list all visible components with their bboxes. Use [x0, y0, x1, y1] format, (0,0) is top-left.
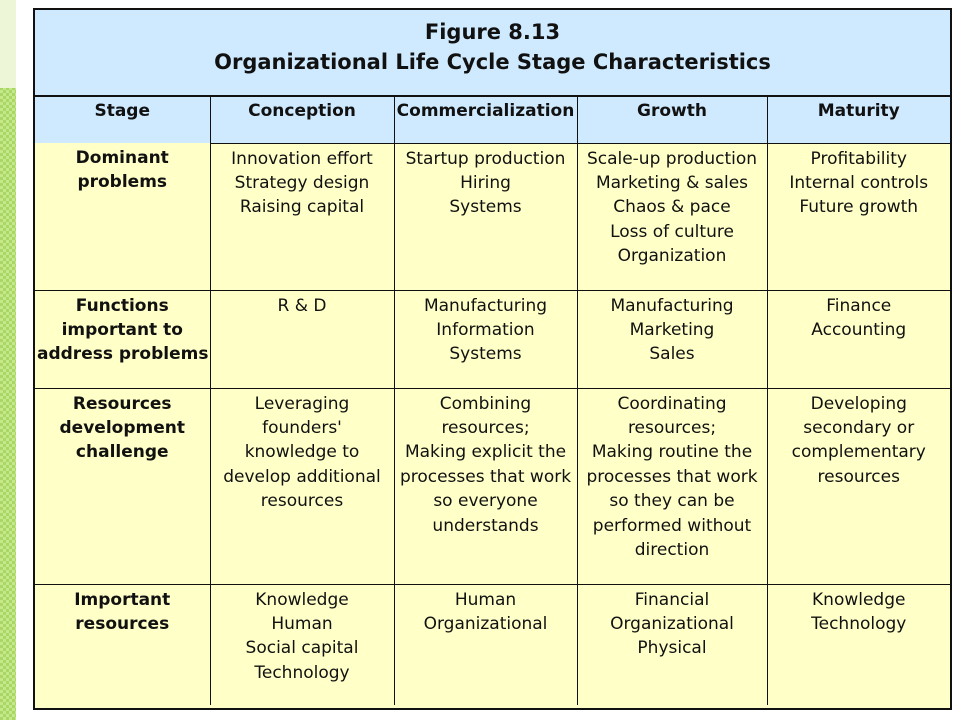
- row-header-line: challenge: [75, 442, 169, 463]
- row-header-line: resources: [75, 613, 170, 634]
- table-header-row: [35, 97, 950, 143]
- cell-line: founders': [262, 417, 342, 438]
- table-cell-growth: [577, 143, 767, 290]
- cell-line: Financial: [634, 589, 710, 610]
- row-header: [35, 584, 210, 705]
- cell-line: so they can be: [609, 491, 735, 512]
- cell-line: Knowledge: [812, 589, 906, 610]
- decorative-left-border: [0, 0, 16, 720]
- column-header-commercialization: Commercialization: [394, 97, 577, 143]
- row-header: [35, 388, 210, 584]
- cell-line: Raising capital: [239, 197, 365, 218]
- cell-line: Developing: [810, 393, 907, 414]
- cell-line: resources;: [441, 417, 530, 438]
- table-cell-growth: [577, 584, 767, 705]
- cell-line: understands: [432, 515, 539, 536]
- cell-line: develop additional: [223, 466, 381, 487]
- cell-line: Hiring: [460, 172, 511, 193]
- cell-line: Making routine the: [591, 442, 753, 463]
- cell-line: R & D: [277, 295, 327, 316]
- cell-line: Technology: [254, 662, 350, 683]
- cell-line: Organizational: [610, 613, 734, 634]
- table-row-functions: [35, 290, 950, 388]
- cell-line: Manufacturing: [423, 295, 548, 316]
- row-header-line: Important: [74, 589, 171, 610]
- table-row-dominant-problems: [35, 143, 950, 290]
- row-header: [35, 290, 210, 388]
- table-cell-growth: [577, 388, 767, 584]
- cell-line: Human: [454, 589, 517, 610]
- cell-line: Innovation effort: [231, 148, 373, 169]
- table-cell-conception: [210, 290, 394, 388]
- cell-line: performed without: [592, 515, 752, 536]
- cell-line: Startup production: [405, 148, 566, 169]
- row-header-line: important to: [61, 319, 183, 340]
- cell-line: resources: [260, 491, 344, 512]
- column-header-stage: Stage: [35, 97, 210, 143]
- cell-line: resources;: [627, 417, 717, 438]
- cell-line: Physical: [637, 638, 707, 659]
- cell-line: knowledge to: [244, 442, 360, 463]
- row-header-line: Functions: [75, 295, 169, 316]
- cell-line: direction: [634, 539, 710, 560]
- decorative-left-border-cap: [0, 0, 16, 88]
- row-header-line: address problems: [37, 344, 209, 365]
- cell-line: Sales: [649, 344, 695, 365]
- cell-line: complementary: [791, 442, 926, 463]
- row-header: [35, 143, 210, 290]
- cell-line: Organizational: [423, 613, 548, 634]
- cell-line: Marketing: [629, 319, 715, 340]
- table-cell-growth: [577, 290, 767, 388]
- column-header-maturity: Maturity: [767, 97, 950, 143]
- cell-line: Strategy design: [234, 172, 370, 193]
- cell-line: resources: [817, 466, 900, 487]
- figure-number: Figure 8.13: [424, 20, 561, 44]
- cell-line: so everyone: [433, 491, 538, 512]
- row-header-line: Resources: [72, 393, 172, 414]
- cell-line: Systems: [449, 197, 522, 218]
- figure-panel: [33, 8, 952, 710]
- cell-line: Combining: [439, 393, 532, 414]
- cell-line: Human: [271, 613, 333, 634]
- cell-line: processes that work: [399, 466, 572, 487]
- cell-line: Knowledge: [255, 589, 349, 610]
- table-cell-maturity: [767, 143, 950, 290]
- table-cell-maturity: [767, 388, 950, 584]
- table-cell-commercialization: [394, 388, 577, 584]
- cell-line: Loss of culture: [610, 221, 734, 242]
- cell-line: Social capital: [245, 638, 359, 659]
- cell-line: Technology: [811, 613, 907, 634]
- column-header-growth: Growth: [577, 97, 767, 143]
- table-cell-maturity: [767, 584, 950, 705]
- table-cell-conception: [210, 143, 394, 290]
- table-cell-conception: [210, 388, 394, 584]
- row-header-line: problems: [77, 172, 168, 193]
- cell-line: Chaos & pace: [613, 197, 731, 218]
- cell-line: Internal controls: [789, 172, 929, 193]
- cell-line: Coordinating: [617, 393, 727, 414]
- cell-line: Systems: [449, 344, 522, 365]
- cell-line: Leveraging: [254, 393, 350, 414]
- cell-line: Scale-up production: [586, 148, 758, 169]
- column-header-conception: Conception: [210, 97, 394, 143]
- cell-line: Accounting: [811, 319, 907, 340]
- table-row-important-resources: [35, 584, 950, 705]
- table-cell-commercialization: [394, 143, 577, 290]
- cell-line: Marketing & sales: [595, 172, 749, 193]
- figure-title-area: [35, 10, 950, 97]
- cell-line: Making explicit the: [404, 442, 567, 463]
- life-cycle-table: [35, 97, 950, 705]
- table-row-resources-development: [35, 388, 950, 584]
- cell-line: secondary or: [803, 417, 915, 438]
- table-cell-commercialization: [394, 584, 577, 705]
- cell-line: Finance: [826, 295, 892, 316]
- row-header-line: Dominant: [75, 148, 169, 168]
- figure-title: Organizational Life Cycle Stage Characteristics: [214, 50, 771, 74]
- table-cell-maturity: [767, 290, 950, 388]
- cell-line: processes that work: [586, 466, 758, 487]
- table-cell-conception: [210, 584, 394, 705]
- row-header-line: development: [59, 417, 185, 438]
- cell-line: Organization: [617, 246, 727, 267]
- cell-line: Profitability: [810, 148, 907, 169]
- cell-line: Information: [436, 319, 535, 340]
- cell-line: Future growth: [799, 197, 919, 218]
- table-cell-commercialization: [394, 290, 577, 388]
- cell-line: Manufacturing: [610, 295, 734, 316]
